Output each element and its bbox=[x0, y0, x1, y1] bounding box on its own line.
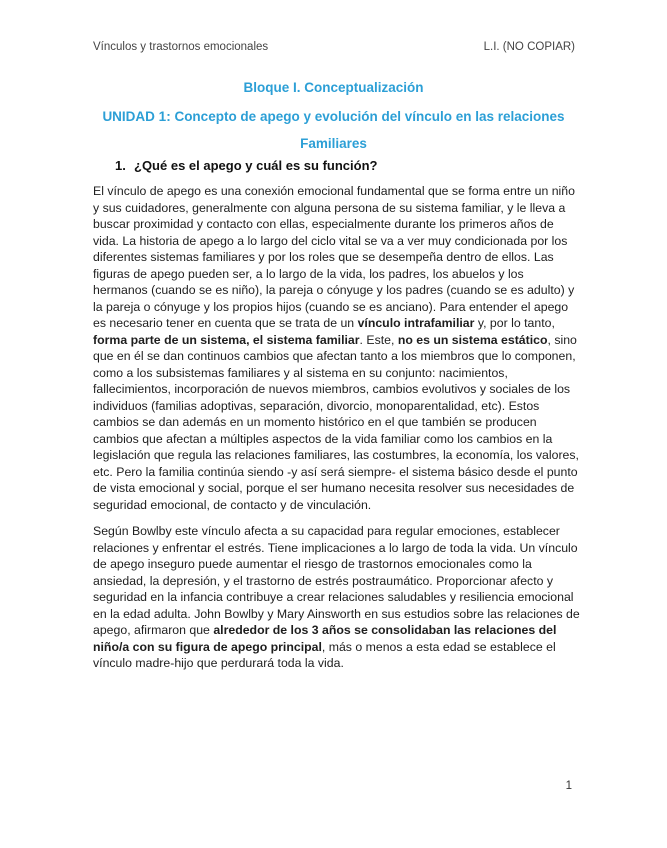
unit-title-line2: Familiares bbox=[300, 136, 367, 151]
header-right-notice: L.I. (NO COPIAR) bbox=[483, 41, 575, 53]
paragraph-2-text-2: , más o menos a esta edad se establece el vínculo madre-hijo que perdurará toda la vida. bbox=[93, 639, 556, 670]
paragraph-1-bold-1: vínculo intrafamiliar bbox=[357, 316, 475, 330]
paragraph-1-bold-3: no es un sistema estático bbox=[397, 332, 548, 347]
question-number: 1. bbox=[115, 158, 126, 173]
paragraph-2-text-1: Según Bowlby este vínculo afecta a su capacidad para regular emociones, establecer relaciones y enfrentar el estrés. Tiene implicaciones a lo largo de toda la vida. Un vínculo de apego inseguro puede aumentar el riesgo de trastornos emocionales como la ansiedad, la depresión, y el trastorno de estrés postraumático. Proporcionar afecto y seguridad en la infancia contribuye a crear relaciones saludables y resiliencia emocional en la edad adulta. John Bowlby y Mary Ainsworth en sus estudios sobre las relaciones de apego, afirmaron que bbox=[93, 524, 580, 637]
question-text: ¿Qué es el apego y cuál es su función? bbox=[134, 158, 378, 173]
question-heading bbox=[115, 158, 377, 173]
section-titles bbox=[60, 78, 607, 157]
paragraph-1-text-3: . Este, bbox=[359, 332, 398, 347]
header-left-title: Vínculos y trastornos emocionales bbox=[93, 41, 269, 53]
block-title: Bloque I. Conceptualización bbox=[243, 80, 424, 95]
paragraph-1-bold-2: forma parte de un sistema, el sistema familiar bbox=[93, 332, 360, 347]
paragraph-1 bbox=[93, 183, 580, 513]
paragraph-1-text-4: , sino que en él se dan continuos cambios que afectan tanto a los miembros que lo componen, como a los subsistemas familiares y al sistema en su conjunto: nacimientos, fallecimientos, incorporación de nuevos miembros, cambios evolutivos y sociales de los individuos (familias adoptivas, separación, divorcio, monoparentalidad, etc). Estos cambios se dan además en un momento histórico en el que también se producen cambios que afectan a múltiples aspectos de la vida familiar como los cambios en la legislación que regula las relaciones familiares, las costumbres, la economía, los valores, etc. Pero la familia continúa siendo -y así será siempre- el sistema básico desde el punto de vista emocional y social, porque el ser humano necesita resolver sus necesidades de seguridad emocional, de contacto y de vinculación. bbox=[93, 332, 579, 512]
paragraph-2 bbox=[93, 523, 580, 672]
page-number: 1 bbox=[565, 780, 572, 792]
paragraph-2-bold-1: alrededor de los 3 años se consolidaban las relaciones del niño/a con su figura de apego principal bbox=[93, 623, 557, 654]
unit-title bbox=[60, 103, 607, 157]
running-header bbox=[93, 41, 575, 53]
paragraph-1-text-1: El vínculo de apego es una conexión emocional fundamental que se forma entre un niño y sus cuidadores, generalmente con alguna persona de su sistema familiar, y le lleva a buscar proximidad y contacto con ellas, especialmente durante los primeros años de vida. La historia de apego a lo largo del ciclo vital se va a ver muy condicionada por los diferentes sistemas familiares y por los roles que se desempeña dentro de ellos. Las figuras de apego pueden ser, a lo largo de la vida, los padres, los abuelos y los hermanos (cuando se es niño), la pareja o cónyuge y los padres (cuando se es adulto) y la pareja o cónyuge y los propios hijos (cuando se es anciano). Para entender el apego es necesario tener en cuenta que se trata de un bbox=[93, 184, 575, 330]
body-text bbox=[93, 183, 580, 682]
paragraph-1-text-2: y, por lo tanto, bbox=[474, 316, 555, 330]
unit-title-line1: UNIDAD 1: Concepto de apego y evolución del vínculo en las relaciones bbox=[102, 109, 565, 124]
